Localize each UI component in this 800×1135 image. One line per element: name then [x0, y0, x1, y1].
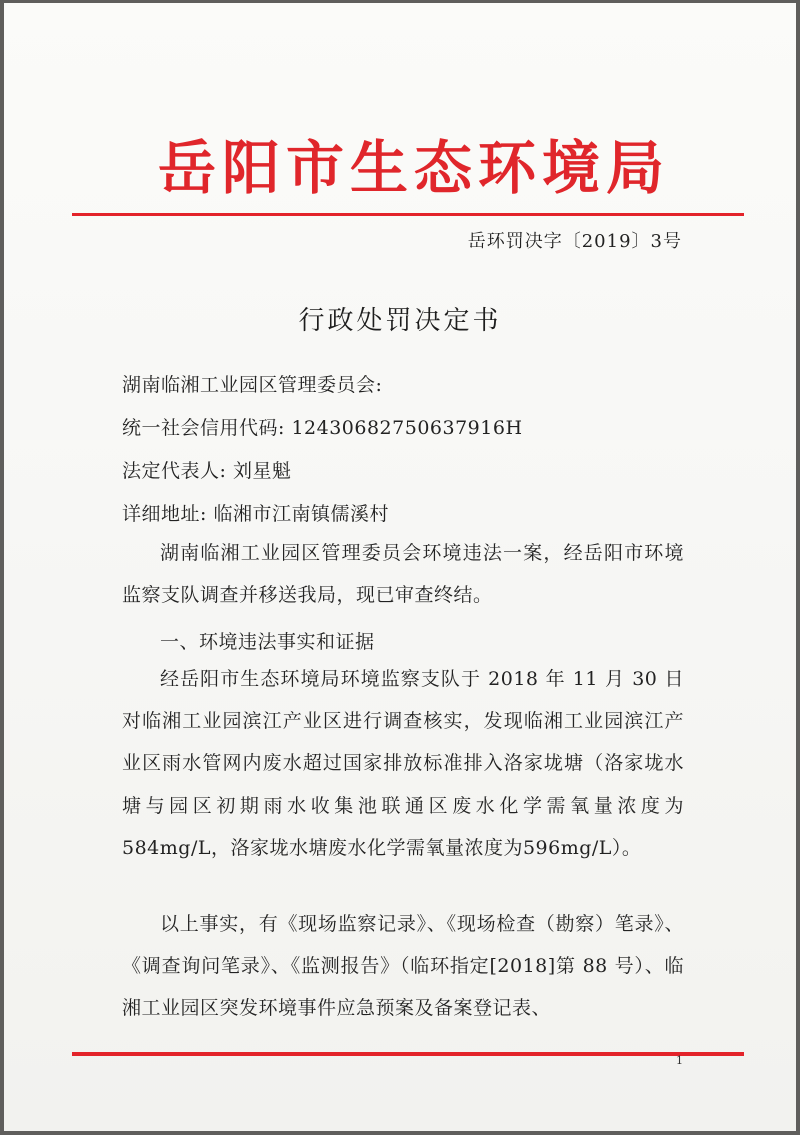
party-name: 湖南临湘工业园区管理委员会: [122, 374, 383, 396]
letterhead-agency-name: 岳阳市生态环境局 [157, 134, 670, 202]
intro-paragraph: 湖南临湘工业园区管理委员会环境违法一案，经岳阳市环境监察支队调查并移送我局，现已审查终结。 [122, 542, 684, 607]
section-heading: 一、环境违法事实和证据 [160, 631, 375, 653]
party-address: 详细地址: 临湘市江南镇儒溪村 [122, 503, 389, 525]
document-page [4, 3, 796, 1131]
document-title: 行政处罚决定书 [298, 306, 502, 336]
party-credit-code: 统一社会信用代码: 12430682750637916H [122, 417, 523, 439]
letterhead-red-rule [72, 213, 744, 216]
facts-paragraph: 经岳阳市生态环境局环境监察支队于 2018 年 11 月 30 日对临湘工业园滨江产业区进行调查核实，发现临湘工业园滨江产业区雨水管网内废水超过国家排放标准排入洛家垅塘（洛家垅水塘与园区初期雨水收集池联通区废水化学需氧量浓度为 584mg/L，洛家垅水塘废水化学需氧量浓度为596mg/L）。 [122, 668, 684, 859]
document-number: 岳环罚决字〔2019〕3号 [467, 231, 682, 252]
page-number: 1 [676, 1054, 683, 1067]
footer-red-rule [72, 1052, 744, 1056]
evidence-paragraph: 以上事实，有《现场监察记录》、《现场检查（勘察）笔录》、《调查询问笔录》、《监测报告》（临环指定[2018]第 88 号）、临湘工业园区突发环境事件应急预案及备案登记表、 [122, 913, 684, 1020]
party-legal-representative: 法定代表人: 刘星魁 [122, 460, 292, 482]
